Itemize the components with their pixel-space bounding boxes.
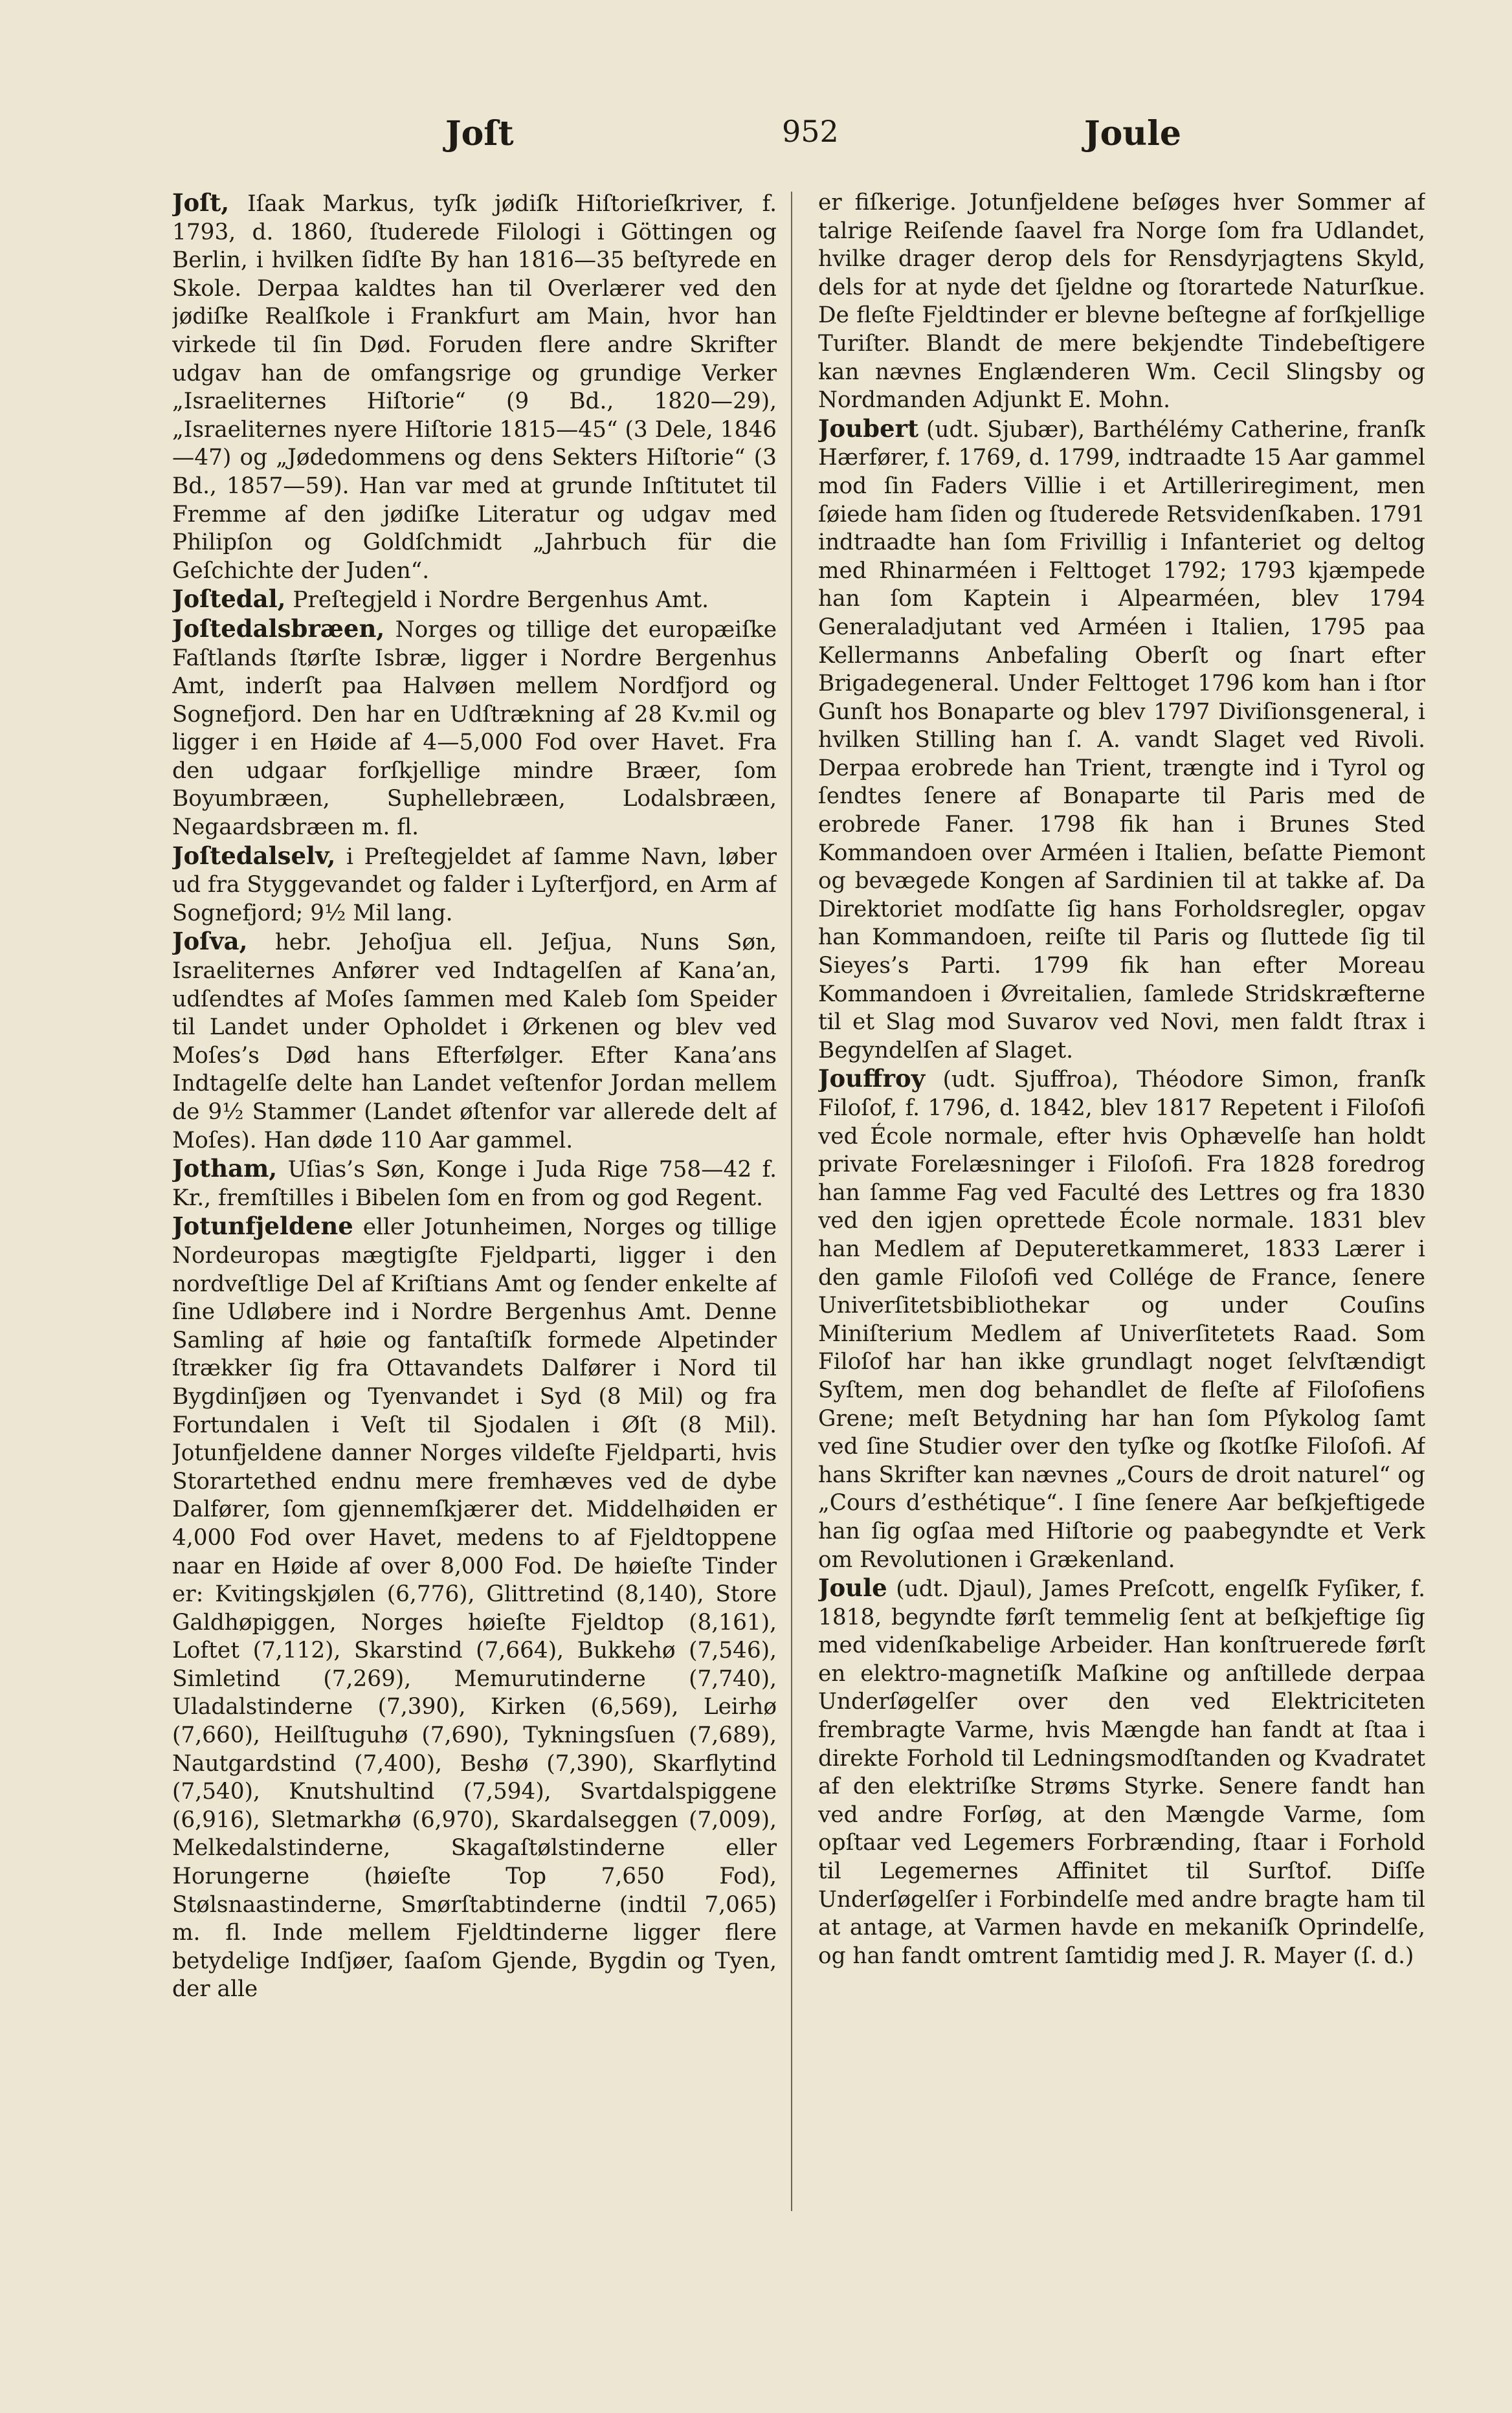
right-running-headword: Joule [1084, 114, 1181, 153]
page-number: 952 [782, 114, 839, 149]
entry-text: eller Jotunheimen, Norges og tillige Nordeuropas mægtigſte Fjeldparti, ligger i den nordveſtlige Del af Kriſtians Amt og ſender enkelte af ſine Udløbere ind i Nordre Bergenhus Amt. Denne Samling af høie og fantaſtiſk formede Alpetinder ſtrækker ſig fra Ottavandets Dalfører i Nord til Bygdinſjøen og Tyenvandet i Syd (8 Mil) og fra Fortundalen i Veſt til Sjodalen i Øſt (8 Mil). Jotunfjeldene danner Norges vildeſte Fjeldparti, hvis Storartethed endnu mere fremhæves ved de dybe Dalfører, ſom gjennemſkjærer det. Middelhøiden er 4,000 Fod over Havet, medens to af Fjeldtoppene naar en Høide af over 8,000 Fod. De høieſte Tinder er: Kvitingskjølen (6,776), Glittretind (8,140), Store Galdhøpiggen, Norges høieſte Fjeldtop (8,161), Loftet (7,112), Skarstind (7,664), Bukkehø (7,546), Simletind (7,269), Memurutinderne (7,740), Uladalstinderne (7,390), Kirken (6,569), Leirhø (7,660), Heilſtuguhø (7,690), Tykningsſuen (7,689), Nautgardstind (7,400), Beshø (7,390), Skarflytind (7,540), Knutshultind (7,594), Svartdalspiggene (6,916), Sletmarkhø (6,970), Skardalseggen (7,009), Melkedalstinderne, Skagaſtølstinderne eller Horungerne (høieſte Top 7,650 Fod), Stølsnaastinderne, Smørſtabtinderne (indtil 7,065) m. fl. Inde mellem Fjeldtinderne ligger flere betydelige Indſjøer, ſaaſom Gjende, Bygdin og Tyen, der alle [172, 1214, 777, 2003]
entry [172, 585, 777, 615]
page-header [149, 114, 1385, 172]
entry-text: (udt. Djaul), James Preſcott, engelſk Fyſiker, f. 1818, begyndte førſt temmelig ſent at beſkjeftige ſig med videnſkabelige Arbeider. Han konſtruerede førſt en elektro-magnetiſk Maſkine og anſtillede derpaa Underſøgelſer over den ved Elektriciteten frembragte Varme, hvis Mængde han fandt at ſtaa i direkte Forhold til Ledningsmodſtanden og Kvadratet af den elektriſke Strøms Styrke. Senere fandt han ved andre Forſøg, at den Mængde Varme, ſom opſtaar ved Legemers Forbrænding, ſtaar i Forhold til Legemernes Affinitet til Surſtof. Diſſe Underſøgelſer i Forbindelſe med andre bragte ham til at antage, at Varmen havde en mekaniſk Oprindelſe, og han fandt omtrent ſamtidig med J. R. Mayer (ſ. d.) [818, 1576, 1425, 1969]
entry-headword: Jouffroy [818, 1064, 926, 1093]
entry-headword: Joſt, [172, 189, 230, 217]
column-divider [791, 192, 792, 2211]
entry-text: i Preſtegjeldet af ſamme Navn, løber ud fra Styggevandet og falder i Lyſterfjord, en Arm af Sognefjord; 9½ Mil lang. [172, 843, 777, 926]
entry [172, 1155, 777, 1212]
entry-headword: Joule [818, 1573, 887, 1603]
entry [818, 415, 1425, 1065]
entry-headword: Jotham, [172, 1154, 278, 1183]
entry [818, 1574, 1425, 1970]
entry-headword: Joubert [818, 414, 919, 443]
entry-headword: Jotunfjeldene [172, 1212, 353, 1241]
entry-text: (udt. Sjuffroa), Théodore Simon, franſk Filoſof, f. 1796, d. 1842, blev 1817 Repetent i Filoſofi ved École normale, efter hvis Ophævelſe han holdt private Forelæsninger i Filoſofi. Fra 1828 foredrog han ſamme Fag ved Faculté des Lettres og fra 1830 ved den igjen oprettede École normale. 1831 blev han Medlem af Deputeretkammeret, 1833 Lærer i den gamle Filoſofi ved Collége de France, ſenere Univerſitetsbibliothekar og under Couſins Miniſterium Medlem af Univerſitetets Raad. Som Filoſof har han ikke grundlagt noget ſelvſtændigt Syſtem, men dog behandlet de fleſte af Filoſofiens Grene; meſt Betydning har han ſom Pſykolog ſamt ved ſine Studier over den tyſke og ſkotſke Filoſofi. Af hans Skrifter kan nævnes „Cours de droit naturel“ og „Cours d’esthétique“. I ſine ſenere Aar beſkjeftigede han ſig ogſaa med Hiſtorie og paabegyndte et Verk om Revolutionen i Grækenland. [818, 1067, 1425, 1573]
entry-headword: Joſva, [172, 927, 248, 956]
right-column [818, 189, 1425, 2215]
entry-headword: Joſtedalselv, [172, 841, 336, 870]
entry [172, 842, 777, 928]
entry-text: Norges og tillige det europæiſke Faſtlands ſtørſte Isbræ, ligger i Nordre Bergenhus Amt, inderſt paa Halvøen mellem Nordfjord og Sognefjord. Den har en Udſtrækning af 28 Kv.mil og ligger i en Høide af 4—5,000 Fod over Havet. Fra den udgaar forſkjellige mindre Bræer, ſom Boyumbræen, Suphellebræen, Lodalsbræen, Negaardsbræen m. fl. [172, 616, 777, 841]
entry-text: Preſtegjeld i Nordre Bergenhus Amt. [293, 587, 709, 614]
entry-text: Uſias’s Søn, Konge i Juda Rige 758—42 f. Kr., fremſtilles i Bibelen ſom en from og god Regent. [172, 1157, 777, 1211]
entry [172, 615, 777, 842]
entry-headword: Joſtedal, [172, 584, 286, 614]
entry-text: hebr. Jehoſjua ell. Jeſjua, Nuns Søn, Israeliternes Anfører ved Indtagelſen af Kana’an, udſendtes af Moſes ſammen med Kaleb ſom Speider til Landet under Opholdet i Ørkenen og blev ved Moſes’s Død hans Efterfølger. Efter Kana’ans Indtagelſe delte han Landet veſtenfor Jordan mellem de 9½ Stammer (Landet øſtenfor var allerede delt af Moſes). Han døde 110 Aar gammel. [172, 929, 777, 1153]
left-running-headword: Joſt [445, 114, 514, 153]
entry-text: er fiſkerige. Jotunfjeldene beſøges hver Sommer af talrige Reiſende ſaavel fra Norge ſom fra Udlandet, hvilke drager derop dels for Rensdyrjagtens Skyld, dels for at nyde det ſjeldne og ſtorartede Naturſkue. De fleſte Fjeldtinder er blevne beſtegne af forſkjellige Turiſter. Blandt de mere bekjendte Tindebeſtigere kan nævnes Englænderen Wm. Cecil Slingsby og Nordmanden Adjunkt E. Mohn. [818, 190, 1425, 414]
entry [172, 928, 777, 1155]
entry-text: (udt. Sjubær), Barthélémy Catherine, franſk Hærfører, f. 1769, d. 1799, indtraadte 15 Aar gammel mod ſin Faders Villie i et Artilleriregiment, men ſøiede ham ſiden og ſtuderede Retsvidenſkaben. 1791 indtraadte han ſom Frivillig i Infanteriet og deltog med Rhinarméen i Felttoget 1792; 1793 kjæmpede han ſom Kaptein i Alpearméen, blev 1794 Generaladjutant ved Arméen i Italien, 1795 paa Kellermanns Anbefaling Oberſt og ſnart efter Brigadegeneral. Under Felttoget 1796 kom han i ſtor Gunſt hos Bonaparte og blev 1797 Diviſionsgeneral, i hvilken Stilling han ſ. A. vandt Slaget ved Rivoli. Derpaa erobrede han Trient, trængte ind i Tyrol og ſendtes ſenere af Bonaparte til Paris med de erobrede Faner. 1798 fik han i Brunes Sted Kommandoen over Arméen i Italien, beſatte Piemont og bevægede Kongen af Sardinien til at takke af. Da Direktoriet modſatte ſig hans Forholdsregler, opgav han Kommandoen, reiſte til Paris og ſluttede ſig til Sieyes’s Parti. 1799 fik han efter Moreau Kommandoen i Øvreitalien, ſamlede Stridskræfterne til et Slag mod Suvarov ved Novi, men faldt ſtrax i Begyndelſen af Slaget. [818, 416, 1425, 1063]
entry [818, 1065, 1425, 1574]
entry-continuation [818, 189, 1425, 415]
left-column [172, 189, 777, 2215]
entry-headword: Joſtedalsbræen, [172, 614, 385, 643]
entry [172, 1212, 777, 2004]
entry [172, 189, 777, 585]
entry-text: Iſaak Markus, tyſk jødiſk Hiſtorieſkriver, f. 1793, d. 1860, ſtuderede Filologi i Göttingen og Berlin, i hvilken ſidſte By han 1816—35 beſtyrede en Skole. Derpaa kaldtes han til Overlærer ved den jødiſke Realſkole i Frankfurt am Main, hvor han virkede til ſin Død. Foruden flere andre Skrifter udgav han de omfangsrige og grundige Verker „Israeliternes Hiſtorie“ (9 Bd., 1820—29), „Israeliternes nyere Hiſtorie 1815—45“ (3 Dele, 1846—47) og „Jødedommens og dens Sekters Hiſtorie“ (3 Bd., 1857—59). Han var med at grunde Inſtitutet til Fremme af den jødiſke Literatur og udgav med Philipſon og Goldſchmidt „Jahrbuch für die Geſchichte der Juden“. [172, 191, 777, 584]
